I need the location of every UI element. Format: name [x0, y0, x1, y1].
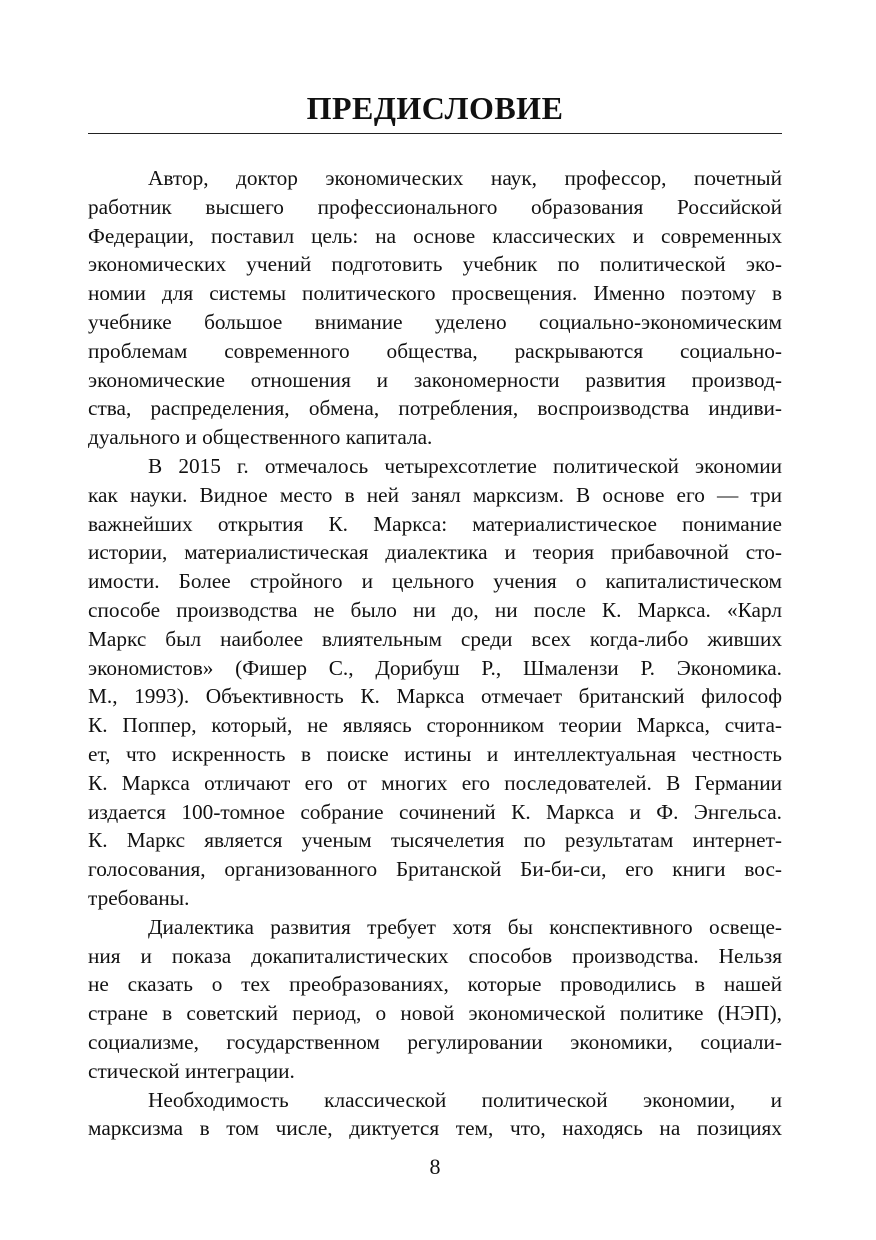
text-line: экономические отношения и закономерности развития производ- [88, 367, 782, 392]
text-line: экономических учений подготовить учебник по политической эко- [88, 252, 782, 277]
body-text [88, 164, 782, 1143]
page-title: ПРЕДИСЛОВИЕ [306, 90, 564, 126]
text-line: Автор, доктор экономических наук, профессор, почетный [148, 166, 782, 190]
text-line: К. Маркс является ученым тысячелетия по результатам интернет- [88, 828, 782, 853]
text-line: номии для системы политического просвещения. Именно поэтому в [88, 281, 782, 306]
text-line: В 2015 г. отмечалось четырехсотлетие политической экономии [148, 453, 782, 478]
text-line: стической интеграции. [88, 1058, 295, 1083]
text-line: истории, материалистическая диалектика и теория прибавочной сто- [88, 540, 782, 565]
text-line: учебнике большое внимание уделено социально-экономическим [88, 309, 782, 334]
text-line: имости. Более стройного и цельного учения о капиталистическом [88, 569, 782, 594]
text-line: марксизма в том числе, диктуется тем, что, находясь на позициях [88, 1116, 782, 1141]
text-line: К. Поппер, который, не являясь сторонником теории Маркса, счита- [88, 713, 782, 738]
paragraph-1 [88, 164, 782, 452]
paragraph-4 [88, 1086, 782, 1144]
text-line: ства, распределения, обмена, потребления, воспроизводства индиви- [88, 396, 782, 421]
text-line: Диалектика развития требует хотя бы конспективного освеще- [148, 914, 782, 939]
text-line: М., 1993). Объективность К. Маркса отмечает британский философ [88, 684, 782, 709]
text-line: Федерации, поставил цель: на основе классических и современных [88, 223, 782, 248]
text-line: проблемам современного общества, раскрываются социально- [88, 338, 782, 363]
text-line: социализме, государственном регулировании экономики, социали- [88, 1029, 782, 1054]
text-line: издается 100-томное собрание сочинений К. Маркса и Ф. Энгельса. [88, 799, 782, 824]
text-line: ет, что искренность в поиске истины и интеллектуальная честность [88, 741, 782, 766]
text-line: К. Маркса отличают его от многих его последователей. В Германии [88, 770, 782, 795]
text-line: ния и показа докапиталистических способов производства. Нельзя [88, 943, 782, 968]
paragraph-3 [88, 913, 782, 1086]
text-line: Маркс был наиболее влиятельным среди всех когда-либо живших [88, 626, 782, 651]
text-line: Необходимость классической политической экономии, и [148, 1087, 782, 1112]
paragraph-2 [88, 452, 782, 913]
page-number: 8 [429, 1154, 441, 1179]
text-line: как науки. Видное место в ней занял марксизм. В основе его — три [88, 482, 782, 507]
text-line: дуального и общественного капитала. [88, 425, 433, 450]
text-line: не сказать о тех преобразованиях, которые проводились в нашей [88, 972, 782, 997]
text-line: стране в советский период, о новой экономической политике (НЭП), [88, 1001, 782, 1026]
text-line: способе производства не было ни до, ни после К. Маркса. «Карл [88, 597, 782, 622]
title-underline [88, 133, 782, 134]
text-line: экономистов» (Фишер С., Дорибуш Р., Шмалензи Р. Экономика. [88, 655, 782, 680]
text-line: важнейших открытия К. Маркса: материалистическое понимание [88, 511, 782, 536]
text-line: голосования, организованного Британской Би-би-си, его книги вос- [88, 857, 782, 882]
text-line: требованы. [88, 885, 190, 910]
text-line: работник высшего профессионального образования Российской [88, 194, 782, 219]
